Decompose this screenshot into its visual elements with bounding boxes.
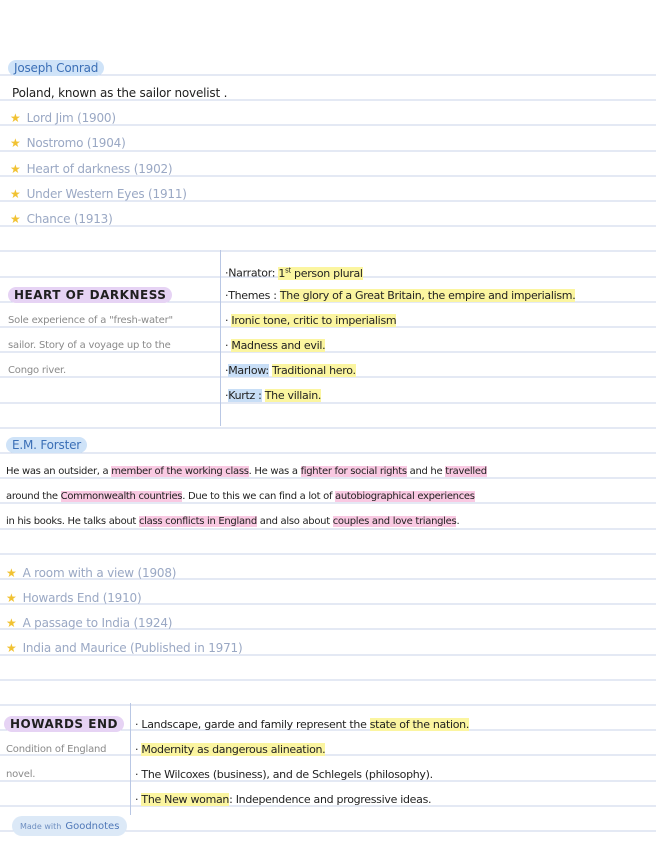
hod-summary-line: sailor. Story of a voyage up to the <box>8 340 171 351</box>
conrad-work: Lord Jim (1900) <box>26 111 116 125</box>
star-icon: ★ <box>6 591 17 605</box>
conrad-work: Under Western Eyes (1911) <box>26 187 187 201</box>
goodnotes-badge[interactable] <box>12 816 127 836</box>
he-note: · The Wilcoxes (business), and de Schlegels (philosophy). <box>135 768 433 781</box>
hod-note-kurtz: ·Kurtz : The villain. <box>225 389 322 402</box>
he-note: · Modernity as dangerous alineation. <box>135 743 326 756</box>
hod-summary-line: Sole experience of a "fresh-water" <box>8 315 173 326</box>
star-icon: ★ <box>10 111 21 125</box>
he-summary-line: Condition of England <box>6 744 107 755</box>
forster-work: A room with a view (1908) <box>22 566 177 580</box>
he-note: · Landscape, garde and family represent the state of the nation. <box>135 718 470 731</box>
forster-para-line-2: around the Commonwealth countries. Due to this we can find a lot of autobiographical experiences <box>6 491 475 502</box>
he-title: HOWARDS END <box>4 716 124 732</box>
hod-note-themes: ·Themes : The glory of a Great Britain, the empire and imperialism. <box>225 289 576 302</box>
star-icon: ★ <box>10 212 21 226</box>
star-icon: ★ <box>6 566 17 580</box>
conrad-intro: Poland, known as the sailor novelist . <box>12 86 228 100</box>
conrad-work: Nostromo (1904) <box>26 136 126 150</box>
he-summary-line: novel. <box>6 769 36 780</box>
forster-work: Howards End (1910) <box>22 591 142 605</box>
hod-note-madness: · Madness and evil. <box>225 339 326 352</box>
star-icon: ★ <box>10 187 21 201</box>
forster-work: India and Maurice (Published in 1971) <box>22 641 243 655</box>
hod-note-marlow: ·Marlow: Traditional hero. <box>225 364 356 377</box>
conrad-heading: Joseph Conrad <box>8 60 104 76</box>
hod-note-narrator: ·Narrator: 1st person plural <box>225 266 363 280</box>
conrad-work: Chance (1913) <box>26 212 113 226</box>
hod-note-tone: · Ironic tone, critic to imperialism <box>225 314 397 327</box>
star-icon: ★ <box>10 136 21 150</box>
forster-para-line-1: He was an outsider, a member of the working class. He was a fighter for social rights and he travelled <box>6 466 487 477</box>
forster-heading: E.M. Forster <box>6 437 87 453</box>
star-icon: ★ <box>6 641 17 655</box>
column-divider-top <box>220 250 221 426</box>
star-icon: ★ <box>10 162 21 176</box>
forster-work: A passage to India (1924) <box>22 616 173 630</box>
hod-title: HEART OF DARKNESS <box>8 287 172 303</box>
made-with-label: Made with <box>20 821 62 831</box>
column-divider-bottom <box>130 703 131 815</box>
conrad-work: Heart of darkness (1902) <box>26 162 173 176</box>
hod-summary-line: Congo river. <box>8 365 67 376</box>
he-note: · The New woman: Independence and progressive ideas. <box>135 793 432 806</box>
brand-label: Goodnotes <box>65 820 120 832</box>
star-icon: ★ <box>6 616 17 630</box>
forster-para-line-3: in his books. He talks about class conflicts in England and also about couples and love triangles. <box>6 516 460 527</box>
